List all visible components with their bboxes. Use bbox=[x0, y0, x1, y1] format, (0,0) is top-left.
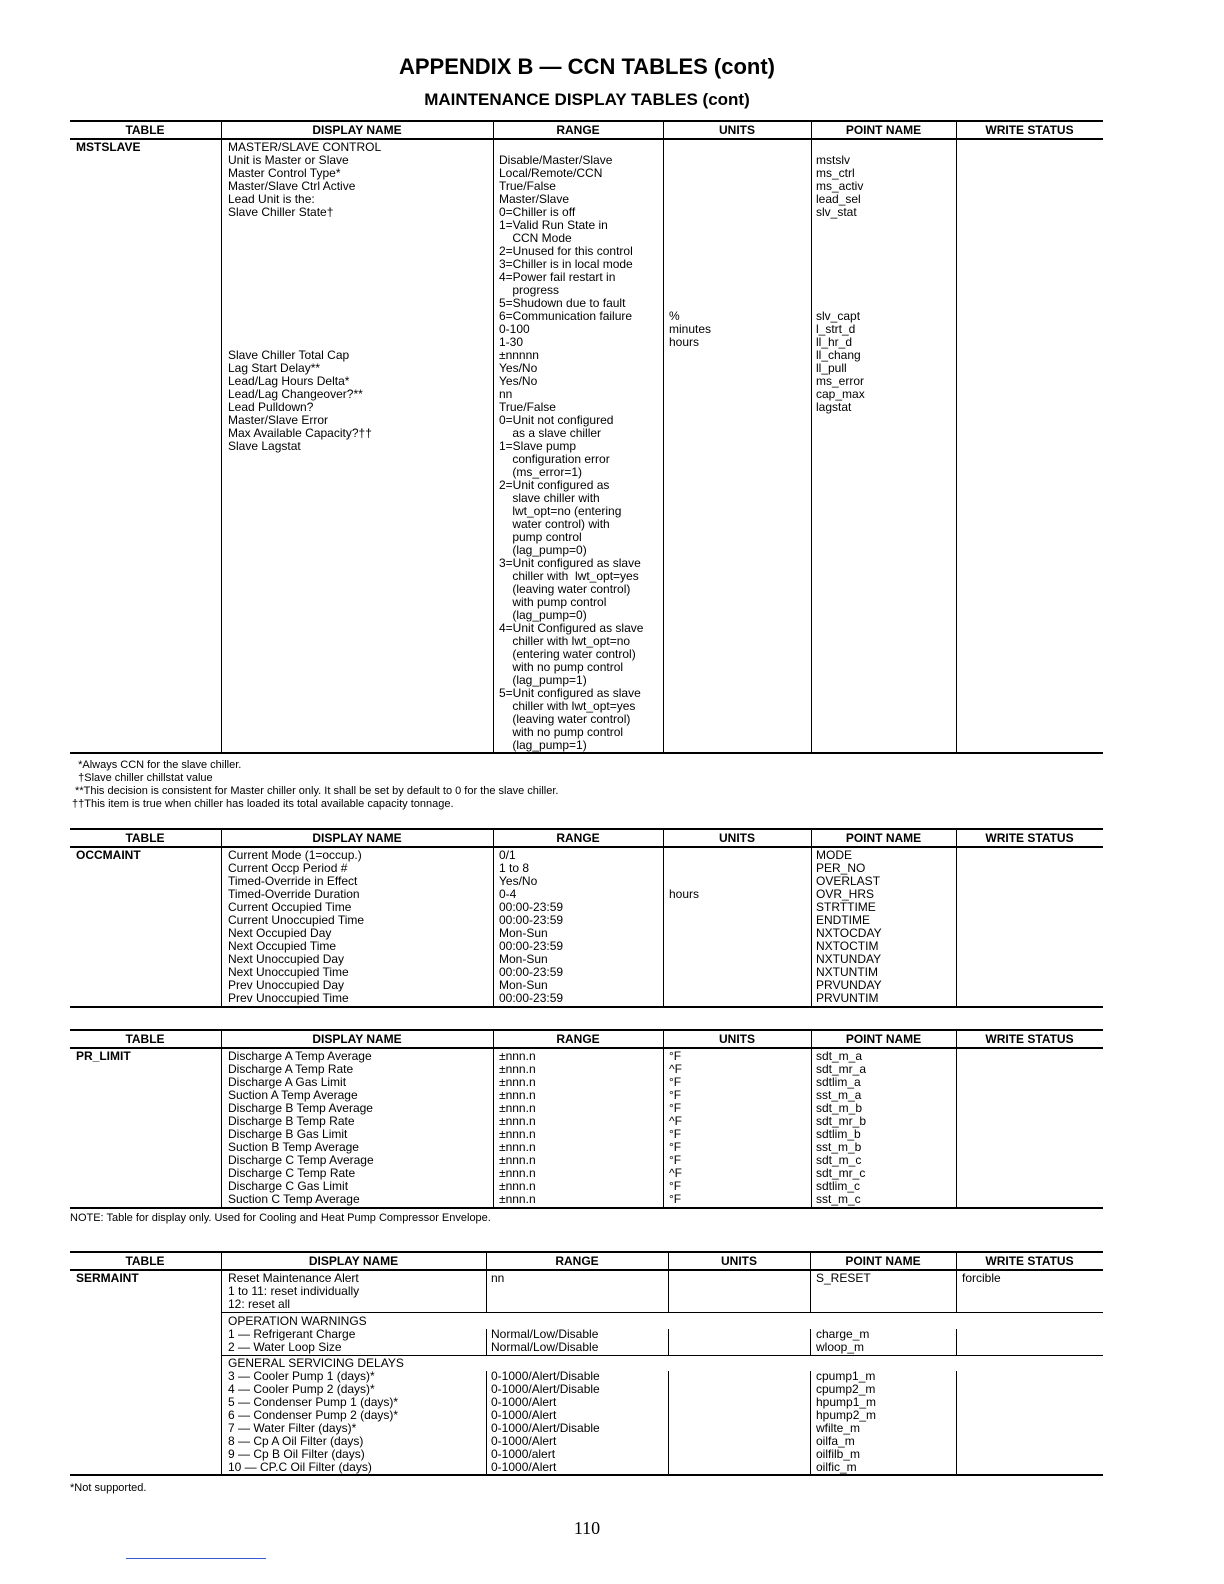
bottom-rule bbox=[70, 1207, 1103, 1209]
header-table: TABLE bbox=[125, 123, 165, 137]
col-divider bbox=[956, 1029, 957, 1209]
col-divider bbox=[221, 120, 222, 754]
col-divider bbox=[221, 1251, 222, 1476]
header-point-name: POINT NAME bbox=[845, 123, 922, 137]
reset-range: nn bbox=[491, 1271, 505, 1285]
header-point-name: POINT NAME bbox=[845, 831, 922, 845]
display-name-column: MASTER/SLAVE CONTROL Unit is Master or Slave Master Control Type* Master/Slave Ctrl Active Lead Unit is the: Slave Chiller State† Slave Chiller Total Cap Lag Start Delay** Lead/Lag Hours Delta* Lead/Lag Changeover?** Lead Pulldown? Master/Slave Error Max Available Capacity?†† Slave Lagstat bbox=[228, 140, 382, 453]
col-divider bbox=[663, 120, 664, 754]
header-write-status: WRITE STATUS bbox=[985, 1254, 1074, 1268]
header-point-name: POINT NAME bbox=[845, 1032, 922, 1046]
header-row bbox=[70, 1031, 1103, 1047]
header-write-status: WRITE STATUS bbox=[985, 831, 1074, 845]
mstslave-table bbox=[70, 120, 1103, 754]
col-divider bbox=[493, 1029, 494, 1209]
header-point-name: POINT NAME bbox=[845, 1254, 921, 1268]
header-display-name: DISPLAY NAME bbox=[312, 1032, 402, 1046]
point-name-column: MODE PER_NO OVERLAST OVR_HRS STRTTIME ENDTIME NXTOCDAY NXTOCTIM NXTUNDAY NXTUNTIM PRVUNDAY PRVUNTIM bbox=[816, 848, 882, 1005]
header-table: TABLE bbox=[125, 1254, 165, 1268]
header-range: RANGE bbox=[556, 123, 600, 137]
col-divider bbox=[493, 120, 494, 754]
col-divider bbox=[956, 1329, 957, 1355]
reset-write-status: forcible bbox=[962, 1271, 1001, 1285]
point-name-column: sdt_m_a sdt_mr_a sdtlim_a sst_m_a sdt_m_b sdt_mr_b sdtlim_b sst_m_b sdt_m_c sdt_mr_c sdtlim_c sst_m_c bbox=[816, 1049, 867, 1206]
col-divider bbox=[663, 828, 664, 1008]
footnotes: *Always CCN for the slave chiller. †Slave chiller chillstat value **This decision is consistent for Master chiller only. It shall be set by default to 0 for the slave chiller. ††This item is true when chiller has loaded its total available capacity tonnage. bbox=[72, 759, 559, 810]
pr-limit-table bbox=[70, 1029, 1103, 1209]
col-divider bbox=[810, 1329, 811, 1355]
header-units: UNITS bbox=[719, 1032, 755, 1046]
warnings-range: Normal/Low/Disable Normal/Low/Disable bbox=[491, 1327, 599, 1354]
table-name: PR_LIMIT bbox=[76, 1049, 131, 1063]
servicing-point-name: cpump1_m cpump2_m hpump1_m hpump2_m wfilte_m oilfa_m oilfilb_m oilfic_m bbox=[816, 1369, 877, 1474]
table-note: *Not supported. bbox=[70, 1482, 147, 1494]
col-divider bbox=[810, 1251, 811, 1313]
col-divider bbox=[956, 828, 957, 1008]
col-divider bbox=[956, 120, 957, 754]
header-display-name: DISPLAY NAME bbox=[308, 1254, 399, 1268]
bottom-rule bbox=[70, 1006, 1103, 1008]
display-name-column: Current Mode (1=occup.) Current Occp Period # Timed-Override in Effect Timed-Override Duration Current Occupied Time Current Unoccupied Time Next Occupied Day Next Occupied Time Next Unoccupied Day Next Unoccupied Time Prev Unoccupied Day Prev Unoccupied Time bbox=[228, 848, 365, 1005]
col-divider bbox=[486, 1251, 487, 1313]
header-row bbox=[70, 122, 1103, 138]
page-subtitle: MAINTENANCE DISPLAY TABLES (cont) bbox=[424, 90, 750, 109]
header-rule bbox=[70, 138, 1103, 140]
col-divider bbox=[221, 828, 222, 1008]
col-divider bbox=[486, 1371, 487, 1476]
reset-display-name: Reset Maintenance Alert 1 to 11: reset individually 12: reset all bbox=[228, 1271, 360, 1311]
table-name: MSTSLAVE bbox=[76, 140, 141, 154]
header-rule bbox=[70, 1269, 1103, 1271]
col-divider bbox=[810, 1371, 811, 1476]
col-divider bbox=[668, 1371, 669, 1476]
range-column: Disable/Master/Slave Local/Remote/CCN True/False Master/Slave 0=Chiller is off 1=Valid Run State in CCN Mode 2=Unused for this control 3=Chiller is in local mode 4=Power fail restart in progress 5=Shudown due to fault 6=Communication failure 0-100 1-30 ±nnnnn Yes/No Yes/No nn True/False 0=Unit not configured as a slave chiller 1=Slave pump configuration error (ms_error=1) 2=Unit configured as slave chiller with lwt_opt=no (entering water control) with pump control (lag_pump=0) 3=Unit configured as slave chiller with lwt_opt=yes (leaving water control) with pump control (lag_pump=0) 4=Unit Configured as slave chiller with lwt_opt=no (entering water control) with no pump control (lag_pump=1) 5=Unit configured as slave chiller with lwt_opt=yes (leaving water control) with no pump control (lag_pump=1) bbox=[499, 153, 644, 752]
table-name: OCCMAINT bbox=[76, 848, 141, 862]
header-table: TABLE bbox=[125, 1032, 165, 1046]
units-column: °F ^F °F °F °F ^F °F °F °F ^F °F °F bbox=[669, 1049, 682, 1206]
col-divider bbox=[956, 1371, 957, 1476]
header-rule bbox=[70, 846, 1103, 848]
col-divider bbox=[811, 120, 812, 754]
header-write-status: WRITE STATUS bbox=[985, 1032, 1074, 1046]
header-write-status: WRITE STATUS bbox=[985, 123, 1074, 137]
bottom-rule bbox=[70, 752, 1103, 754]
col-divider bbox=[486, 1329, 487, 1355]
range-column: 0/1 1 to 8 Yes/No 0-4 00:00-23:59 00:00-23:59 Mon-Sun 00:00-23:59 Mon-Sun 00:00-23:59 Mon-Sun 00:00-23:59 bbox=[499, 848, 564, 1005]
header-units: UNITS bbox=[719, 123, 755, 137]
header-table: TABLE bbox=[125, 831, 165, 845]
footer-link-line bbox=[126, 1558, 266, 1559]
point-name-column: mstslv ms_ctrl ms_activ lead_sel slv_stat slv_capt l_strt_d ll_hr_d ll_chang ll_pull ms_error cap_max lagstat bbox=[816, 153, 865, 414]
col-divider bbox=[221, 1029, 222, 1209]
servicing-range: 0-1000/Alert/Disable 0-1000/Alert/Disable 0-1000/Alert 0-1000/Alert 0-1000/Alert/Disable 0-1000/Alert 0-1000/alert 0-1000/Alert bbox=[491, 1369, 600, 1474]
header-range: RANGE bbox=[555, 1254, 599, 1268]
warnings-display-name: OPERATION WARNINGS 1 — Refrigerant Charge 2 — Water Loop Size bbox=[228, 1314, 367, 1354]
range-column: ±nnn.n ±nnn.n ±nnn.n ±nnn.n ±nnn.n ±nnn.n ±nnn.n ±nnn.n ±nnn.n ±nnn.n ±nnn.n ±nnn.n bbox=[499, 1049, 536, 1206]
header-row bbox=[70, 1253, 1103, 1269]
header-row bbox=[70, 830, 1103, 846]
units-column: % minutes hours bbox=[669, 309, 712, 349]
page-title: APPENDIX B — CCN TABLES (cont) bbox=[398, 54, 776, 79]
col-divider bbox=[663, 1029, 664, 1209]
header-range: RANGE bbox=[556, 831, 600, 845]
header-units: UNITS bbox=[721, 1254, 757, 1268]
display-name-column: Discharge A Temp Average Discharge A Temp Rate Discharge A Gas Limit Suction A Temp Average Discharge B Temp Average Discharge B Temp Rate Discharge B Gas Limit Suction B Temp Average Discharge C Temp Average Discharge C Temp Rate Discharge C Gas Limit Suction C Temp Average bbox=[228, 1049, 374, 1206]
header-display-name: DISPLAY NAME bbox=[312, 831, 402, 845]
table-note: NOTE: Table for display only. Used for Cooling and Heat Pump Compressor Envelope. bbox=[70, 1212, 491, 1224]
header-range: RANGE bbox=[556, 1032, 600, 1046]
servicing-display-name: GENERAL SERVICING DELAYS 3 — Cooler Pump 1 (days)* 4 — Cooler Pump 2 (days)* 5 — Condenser Pump 1 (days)* 6 — Condenser Pump 2 (days)* 7 — Water Filter (days)* 8 — Cp A Oil Filter (days) 9 — Cp B Oil Filter (days) 10 — CP.C Oil Filter (days) bbox=[228, 1356, 404, 1474]
group-rule bbox=[221, 1312, 1103, 1313]
col-divider bbox=[668, 1251, 669, 1313]
col-divider bbox=[493, 828, 494, 1008]
table-name: SERMAINT bbox=[76, 1271, 139, 1285]
header-units: UNITS bbox=[719, 831, 755, 845]
occmaint-table bbox=[70, 828, 1103, 1008]
bottom-rule bbox=[70, 1474, 1103, 1476]
header-display-name: DISPLAY NAME bbox=[312, 123, 402, 137]
warnings-point-name: charge_m wloop_m bbox=[816, 1327, 870, 1354]
reset-point-name: S_RESET bbox=[816, 1271, 871, 1285]
page-number: 110 bbox=[573, 1518, 601, 1538]
sermaint-table bbox=[70, 1251, 1103, 1476]
units-column: hours bbox=[669, 887, 700, 901]
col-divider bbox=[956, 1251, 957, 1313]
col-divider bbox=[668, 1329, 669, 1355]
col-divider bbox=[811, 1029, 812, 1209]
header-rule bbox=[70, 1047, 1103, 1049]
col-divider bbox=[811, 828, 812, 1008]
